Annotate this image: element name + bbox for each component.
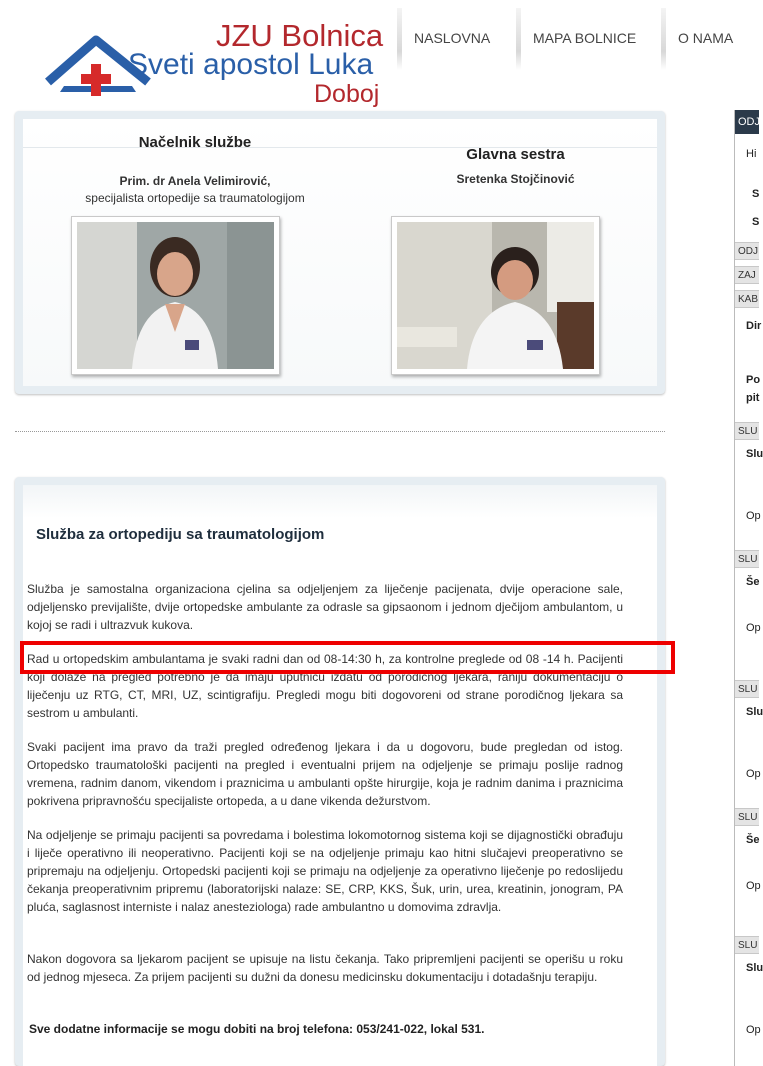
sidebar-label: SLU	[738, 684, 758, 695]
sidebar-section[interactable]	[735, 936, 759, 954]
sidebar-link[interactable]	[735, 448, 763, 466]
sidebar-header[interactable]	[735, 110, 759, 134]
nurse-photo	[391, 216, 600, 375]
sidebar-label: Še	[746, 834, 760, 846]
sidebar-link[interactable]	[735, 622, 759, 640]
logo-title-line2: Sveti apostol Luka	[128, 48, 374, 81]
sidebar-label: S	[752, 216, 760, 228]
article-paragraph-2: Rad u ortopedskim ambulantama je svaki radni dan od 08-14:30 h, za kontrolne preglede od 08 -14 h. Pacijenti koji dolaze na pregled potrebno je da imaju uputnicu izdatu od porodičnog ljekara, raniju dokumentaciju o liječenju uz RTG, CT, MRI, UZ, scintigrafiju. Pregledi mogu biti dogovoreni od strane porodičnog ljekara sa sestrom u ambulanti.	[27, 652, 623, 720]
sidebar-label: Op	[746, 1024, 761, 1036]
sidebar-label: Op	[746, 622, 761, 634]
staff-panel	[15, 111, 665, 394]
sidebar-link[interactable]	[735, 510, 759, 528]
section-divider	[15, 431, 665, 432]
sidebar-link[interactable]	[735, 188, 759, 206]
sidebar-link[interactable]	[735, 834, 759, 852]
sidebar-section[interactable]	[735, 242, 759, 260]
nav-naslovna[interactable]: NASLOVNA	[397, 8, 516, 70]
sidebar-link[interactable]	[735, 962, 763, 980]
chief-block	[45, 134, 345, 205]
sidebar-label: Hi	[746, 148, 757, 160]
nurse-block	[393, 146, 638, 186]
hospital-logo[interactable]	[44, 20, 389, 110]
sidebar-section[interactable]	[735, 680, 759, 698]
sidebar-label: Op	[746, 768, 761, 780]
sidebar-link[interactable]	[735, 1024, 759, 1042]
sidebar-label: ODJ	[738, 116, 760, 128]
sidebar-label: SLU	[738, 812, 758, 823]
sidebar-link[interactable]	[735, 374, 759, 392]
sidebar-section[interactable]	[735, 422, 759, 440]
sidebar-section[interactable]	[735, 290, 759, 308]
nurse-name: Sretenka Stojčinović	[456, 172, 575, 186]
sidebar-label: Slu	[746, 962, 763, 974]
sidebar-link[interactable]	[735, 320, 762, 338]
sidebar-label: pit	[746, 392, 760, 404]
article-paragraph-5: Nakon dogovora sa ljekarom pacijent se upisuje na listu čekanja. Tako pripremljeni pacijenti se operišu u roku od jednog mjeseca. Za prijem pacijenti su dužni da donesu medicinsku dokumentaciju i dotadašnju terapiju.	[27, 952, 623, 984]
sidebar-label: Slu	[746, 706, 763, 718]
highlight-box	[20, 641, 675, 674]
sidebar-label: SLU	[738, 426, 758, 437]
sidebar-link[interactable]	[735, 216, 759, 234]
chief-portrait-image	[77, 222, 274, 369]
sidebar-label: KAB	[738, 294, 759, 305]
sidebar-link[interactable]	[735, 392, 759, 410]
nurse-title: Glavna sestra	[466, 146, 565, 163]
article-title: Služba za ortopediju sa traumatologijom	[36, 526, 325, 543]
chief-name: Prim. dr Anela Velimirović,	[119, 174, 271, 188]
sidebar-section[interactable]	[735, 808, 759, 826]
chief-title: Načelnik službe	[138, 134, 252, 151]
sidebar-link[interactable]	[735, 880, 759, 898]
nav-o-nama[interactable]: O NAMA	[661, 8, 761, 70]
sidebar-label: Dir	[746, 320, 762, 332]
sidebar-label: S	[752, 188, 760, 200]
sidebar-label: Op	[746, 510, 761, 522]
sidebar-label: ODJ	[738, 246, 758, 257]
sidebar-label: Slu	[746, 448, 763, 460]
article-paragraph-3: Svaki pacijent ima pravo da traži pregled određenog ljekara i da u dogovoru, bude pregledan od istog. Ortopedsko traumatološki pacijenti na pregled i eventualni prijem na odjeljenje se primaju poslije radnog vremena, radnim danom, vikendom i praznicima u ambulanti opšte hirurgije, koja je radnim danima i praznicima pokrivena pripravnošću specijaliste ortopeda, a u dane vikenda dežurstvom.	[27, 740, 623, 808]
article-paragraph-1: Služba je samostalna organizaciona cjelina sa odjeljenjem za liječenje pacijenata, dvije operacione sale, odjeljensko previjalište, dvije ortopedske ambulante za odrasle sa gipsaonom i jednom dječijom ambulantom, u kojoj se radi i ultrazvuk kukova.	[27, 582, 623, 632]
sidebar-link[interactable]	[735, 768, 759, 786]
sidebar-section[interactable]	[735, 266, 759, 284]
nav-mapa-bolnice[interactable]: MAPA BOLNICE	[516, 8, 661, 70]
logo-title-line1: JZU Bolnica	[216, 18, 384, 53]
article-contact-info: Sve dodatne informacije se mogu dobiti na broj telefona: 053/241-022, lokal 531.	[29, 1022, 485, 1036]
article-header-band	[23, 485, 657, 518]
sidebar-label: Po	[746, 374, 761, 386]
sidebar-link[interactable]	[735, 148, 759, 166]
sidebar-label: Še	[746, 576, 760, 588]
main-nav	[397, 8, 761, 70]
sidebar-link[interactable]	[735, 576, 759, 594]
sidebar-label: SLU	[738, 940, 758, 951]
sidebar-link[interactable]	[735, 706, 763, 724]
chief-specialty: specijalista ortopedije sa traumatologijom	[85, 191, 305, 205]
sidebar-label: SLU	[738, 554, 758, 565]
sidebar-label: Op	[746, 880, 761, 892]
nurse-portrait-image	[397, 222, 594, 369]
article-paragraph-4: Na odjeljenje se primaju pacijenti sa povredama i bolestima lokomotornog sistema koji se dijagnostički obrađuju i liječe operativno ili neoperativno. Pacijenti koji se na odjeljenje primaju kao hitni slučajevi preoperativno se pripremaju na odjeljenju. Ortopedski pacijenti koji se primaju na odjeljenje za operativno liječenje po redoslijedu čekanja preoperativnim pripremu (laboratorijski nalaze: SE, CRP, KKS, Šuk, urin, urea, kreatinin, jonogram, PA pluća, saglasnost interniste i nalaz anesteziologa) rade ambulantno u domovima zdravlja.	[27, 828, 623, 914]
right-sidebar	[734, 110, 763, 1066]
logo-title-line3: Doboj	[314, 80, 380, 108]
sidebar-label: ZAJ	[738, 270, 756, 281]
sidebar-section[interactable]	[735, 550, 759, 568]
chief-photo	[71, 216, 280, 375]
